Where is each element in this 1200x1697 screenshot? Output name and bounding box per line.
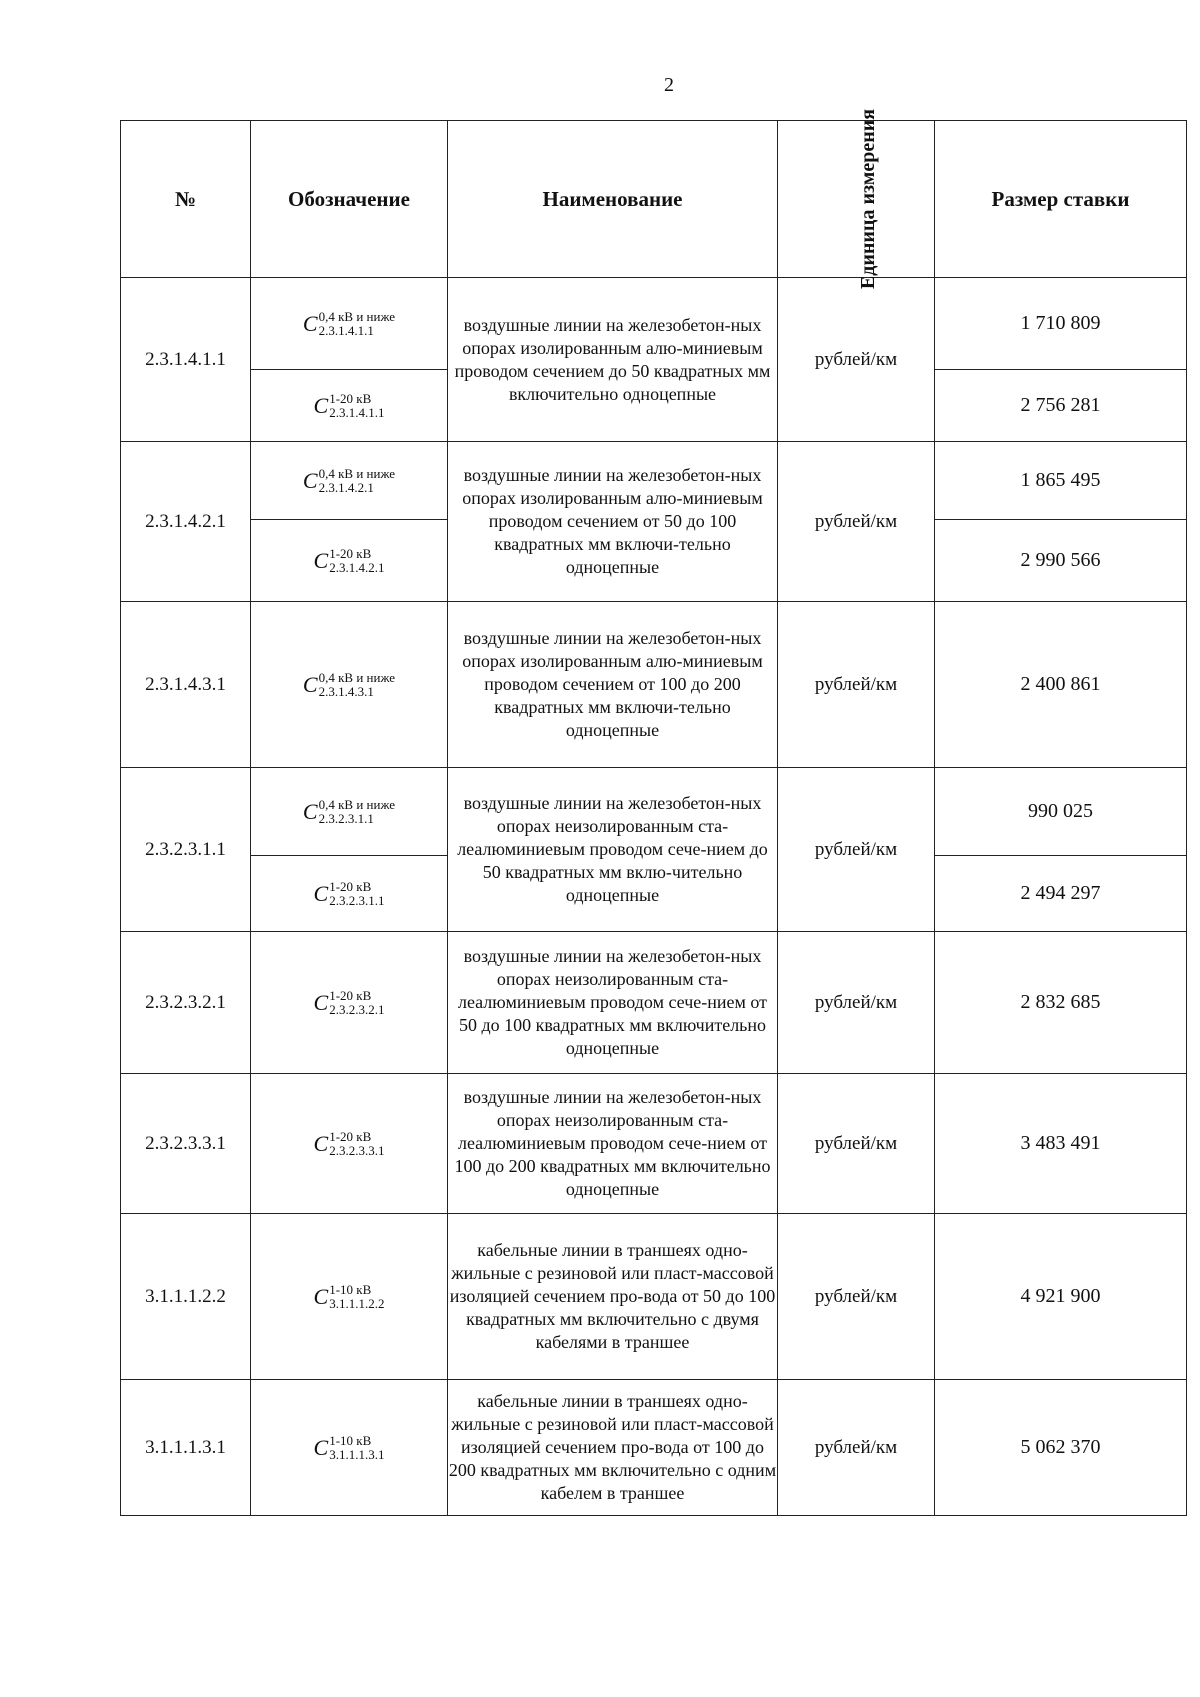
row-number: 2.3.1.4.3.1 xyxy=(121,602,251,768)
designation-voltage: 0,4 кВ и ниже xyxy=(318,796,396,812)
rate-value: 2 990 566 xyxy=(935,520,1187,602)
row-name: кабельные линии в траншеях одно-жильные с резиновой или пласт-массовой изоляцией сечением про-вода от 100 до 200 квадратных мм включительно с одним кабелем в траншее xyxy=(448,1380,778,1516)
designation-cell xyxy=(251,442,448,520)
rate-value: 5 062 370 xyxy=(935,1380,1187,1516)
designation-cell xyxy=(251,1074,448,1214)
designation-scripts xyxy=(329,989,384,1016)
row-unit: рублей/км xyxy=(778,1214,935,1380)
designation-scripts xyxy=(329,1130,384,1157)
designation-letter: C xyxy=(313,1130,329,1156)
row-number: 3.1.1.1.2.2 xyxy=(121,1214,251,1380)
designation-letter: C xyxy=(313,392,329,418)
designation-cell xyxy=(251,768,448,856)
row-name: воздушные линии на железобетон-ных опорах неизолированным ста-леалюминиевым проводом сече-нием от 100 до 200 квадратных мм включительно одноцепные xyxy=(448,1074,778,1214)
designation-symbol xyxy=(314,989,385,1017)
page-number: 2 xyxy=(664,74,674,96)
designation-voltage: 1-20 кВ xyxy=(329,987,372,1003)
row-name: воздушные линии на железобетон-ных опорах изолированным алю-миниевым проводом сечением от 50 до 100 квадратных мм включи-тельно одноцепные xyxy=(448,442,778,602)
designation-scripts xyxy=(329,547,384,574)
designation-voltage: 1-20 кВ xyxy=(329,878,372,894)
header-name: Наименование xyxy=(448,121,778,278)
table-row xyxy=(121,442,1187,520)
rate-value: 2 756 281 xyxy=(935,370,1187,442)
designation-symbol xyxy=(303,310,395,338)
designation-code: 3.1.1.1.2.2 xyxy=(329,1295,385,1311)
row-number: 2.3.2.3.2.1 xyxy=(121,932,251,1074)
designation-letter: C xyxy=(313,880,329,906)
designation-cell xyxy=(251,602,448,768)
designation-letter: C xyxy=(313,1434,329,1460)
designation-voltage: 1-20 кВ xyxy=(329,1128,372,1144)
designation-voltage: 1-10 кВ xyxy=(329,1432,372,1448)
row-number: 2.3.1.4.1.1 xyxy=(121,278,251,442)
designation-code: 2.3.1.4.1.1 xyxy=(318,322,374,338)
header-designation: Обозначение xyxy=(251,121,448,278)
row-number: 2.3.2.3.1.1 xyxy=(121,768,251,932)
designation-letter: C xyxy=(302,671,318,697)
designation-code: 2.3.1.4.2.1 xyxy=(329,559,385,575)
header-num: № xyxy=(121,121,251,278)
designation-letter: C xyxy=(313,989,329,1015)
designation-cell xyxy=(251,1380,448,1516)
designation-cell xyxy=(251,1214,448,1380)
row-number: 2.3.1.4.2.1 xyxy=(121,442,251,602)
designation-letter: C xyxy=(302,467,318,493)
designation-symbol xyxy=(314,1434,385,1462)
designation-code: 2.3.1.4.3.1 xyxy=(318,683,374,699)
row-number: 3.1.1.1.3.1 xyxy=(121,1380,251,1516)
designation-voltage: 0,4 кВ и ниже xyxy=(318,465,396,481)
designation-symbol xyxy=(303,467,395,495)
designation-code: 2.3.2.3.3.1 xyxy=(329,1142,385,1158)
row-name: кабельные линии в траншеях одно-жильные с резиновой или пласт-массовой изоляцией сечением про-вода от 50 до 100 квадратных мм включительно с двумя кабелями в траншее xyxy=(448,1214,778,1380)
row-unit: рублей/км xyxy=(778,442,935,602)
table-header-row xyxy=(121,121,1187,278)
table-row xyxy=(121,768,1187,856)
designation-code: 2.3.2.3.2.1 xyxy=(329,1001,385,1017)
header-unit: Единица измерения xyxy=(778,121,935,278)
row-number: 2.3.2.3.3.1 xyxy=(121,1074,251,1214)
designation-symbol xyxy=(314,392,385,420)
rate-value: 2 832 685 xyxy=(935,932,1187,1074)
designation-code: 2.3.1.4.1.1 xyxy=(329,404,385,420)
table-body xyxy=(121,278,1187,1516)
designation-cell xyxy=(251,932,448,1074)
row-unit: рублей/км xyxy=(778,932,935,1074)
designation-symbol xyxy=(314,1283,385,1311)
row-unit: рублей/км xyxy=(778,278,935,442)
designation-scripts xyxy=(319,798,395,825)
designation-voltage: 1-10 кВ xyxy=(329,1281,372,1297)
designation-letter: C xyxy=(302,798,318,824)
rate-value: 2 400 861 xyxy=(935,602,1187,768)
rate-value: 1 710 809 xyxy=(935,278,1187,370)
designation-cell xyxy=(251,370,448,442)
designation-voltage: 1-20 кВ xyxy=(329,545,372,561)
row-unit: рублей/км xyxy=(778,602,935,768)
designation-scripts xyxy=(329,1283,384,1310)
row-unit: рублей/км xyxy=(778,1074,935,1214)
table-row xyxy=(121,602,1187,768)
rate-value: 4 921 900 xyxy=(935,1214,1187,1380)
designation-symbol xyxy=(314,1130,385,1158)
table-row xyxy=(121,278,1187,370)
designation-symbol xyxy=(314,547,385,575)
designation-cell xyxy=(251,520,448,602)
designation-scripts xyxy=(329,1434,384,1461)
designation-scripts xyxy=(319,310,395,337)
designation-voltage: 1-20 кВ xyxy=(329,390,372,406)
designation-letter: C xyxy=(313,1283,329,1309)
rate-value: 990 025 xyxy=(935,768,1187,856)
designation-code: 2.3.2.3.1.1 xyxy=(329,892,385,908)
row-name: воздушные линии на железобетон-ных опорах изолированным алю-миниевым проводом сечением до 50 квадратных мм включительно одноцепные xyxy=(448,278,778,442)
rate-value: 2 494 297 xyxy=(935,856,1187,932)
designation-code: 2.3.2.3.1.1 xyxy=(318,810,374,826)
designation-letter: C xyxy=(313,547,329,573)
designation-voltage: 0,4 кВ и ниже xyxy=(318,308,396,324)
table-row xyxy=(121,1214,1187,1380)
row-name: воздушные линии на железобетон-ных опорах неизолированным ста-леалюминиевым проводом сече-нием от 50 до 100 квадратных мм включительно одноцепные xyxy=(448,932,778,1074)
designation-cell xyxy=(251,278,448,370)
designation-scripts xyxy=(319,671,395,698)
designation-symbol xyxy=(314,880,385,908)
rate-value: 1 865 495 xyxy=(935,442,1187,520)
header-rate: Размер ставки xyxy=(935,121,1187,278)
row-name: воздушные линии на железобетон-ных опорах неизолированным ста-леалюминиевым проводом сече-нием до 50 квадратных мм вклю-чительно одноцепные xyxy=(448,768,778,932)
designation-symbol xyxy=(303,671,395,699)
designation-scripts xyxy=(319,467,395,494)
designation-scripts xyxy=(329,880,384,907)
table-row xyxy=(121,1380,1187,1516)
designation-symbol xyxy=(303,798,395,826)
designation-scripts xyxy=(329,392,384,419)
rate-value: 3 483 491 xyxy=(935,1074,1187,1214)
designation-voltage: 0,4 кВ и ниже xyxy=(318,669,396,685)
table-row xyxy=(121,932,1187,1074)
designation-code: 2.3.1.4.2.1 xyxy=(318,479,374,495)
table-row xyxy=(121,1074,1187,1214)
designation-code: 3.1.1.1.3.1 xyxy=(329,1446,385,1462)
designation-letter: C xyxy=(302,310,318,336)
row-unit: рублей/км xyxy=(778,1380,935,1516)
row-name: воздушные линии на железобетон-ных опорах изолированным алю-миниевым проводом сечением от 100 до 200 квадратных мм включи-тельно одноцепные xyxy=(448,602,778,768)
rates-table xyxy=(120,108,1187,1516)
row-unit: рублей/км xyxy=(778,768,935,932)
designation-cell xyxy=(251,856,448,932)
